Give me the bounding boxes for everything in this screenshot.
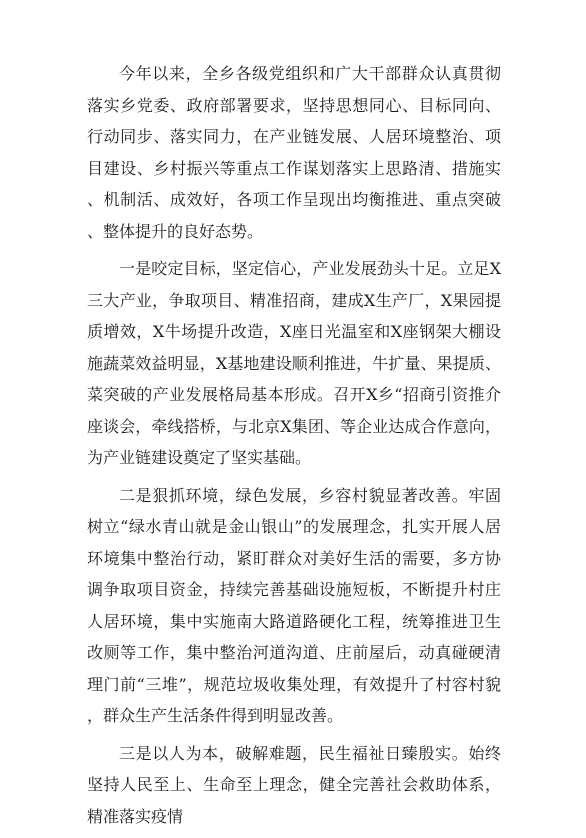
paragraph-environment: 二是狠抓环境，绿色发展，乡容村貌显著改善。牢固树立“绿水青山就是金山银山”的发展理念，扎实开展人居环境集中整治行动，紧盯群众对美好生活的需要，多方协调争取项目资金，持续完善基础设施短板，不断提升村庄人居环境，集中实施南大路道路硬化工程，统筹推进卫生改厕等工作，集中整治河道沟道、庄前屋后，动真碰硬清理门前“三堆”，规范垃圾收集处理，有效提升了村容村貌，群众生产生活条件得到明显改善。: [87, 485, 501, 725]
document-body: [87, 58, 501, 838]
paragraph-industry: 一是咬定目标，坚定信心，产业发展劲头十足。立足X三大产业，争取项目、精准招商，建成X生产厂，X果园提质增效，X牛场提升改造，X座日光温室和X座钢架大棚设施蔬菜效益明显，X基地建设顺利推进，牛扩量、果提质、菜突破的产业发展格局基本形成。召开X乡“招商引资推介座谈会，牵线搭桥，与北京X集团、等企业达成合作意向，为产业链建设奠定了坚实基础。: [87, 259, 501, 467]
paragraph-livelihood: 三是以人为本，破解难题，民生福祉日臻殷实。始终坚持人民至上、生命至上理念，健全完善社会救助体系，精准落实疫情: [87, 743, 501, 826]
paragraph-intro: 今年以来，全乡各级党组织和广大干部群众认真贯彻落实乡党委、政府部署要求，坚持思想同心、目标同向、行动同步、落实同力，在产业链发展、人居环境整治、项目建设、乡村振兴等重点工作谋划落实上思路清、措施实、机制活、成效好，各项工作呈现出均衡推进、重点突破、整体提升的良好态势。: [87, 64, 501, 241]
